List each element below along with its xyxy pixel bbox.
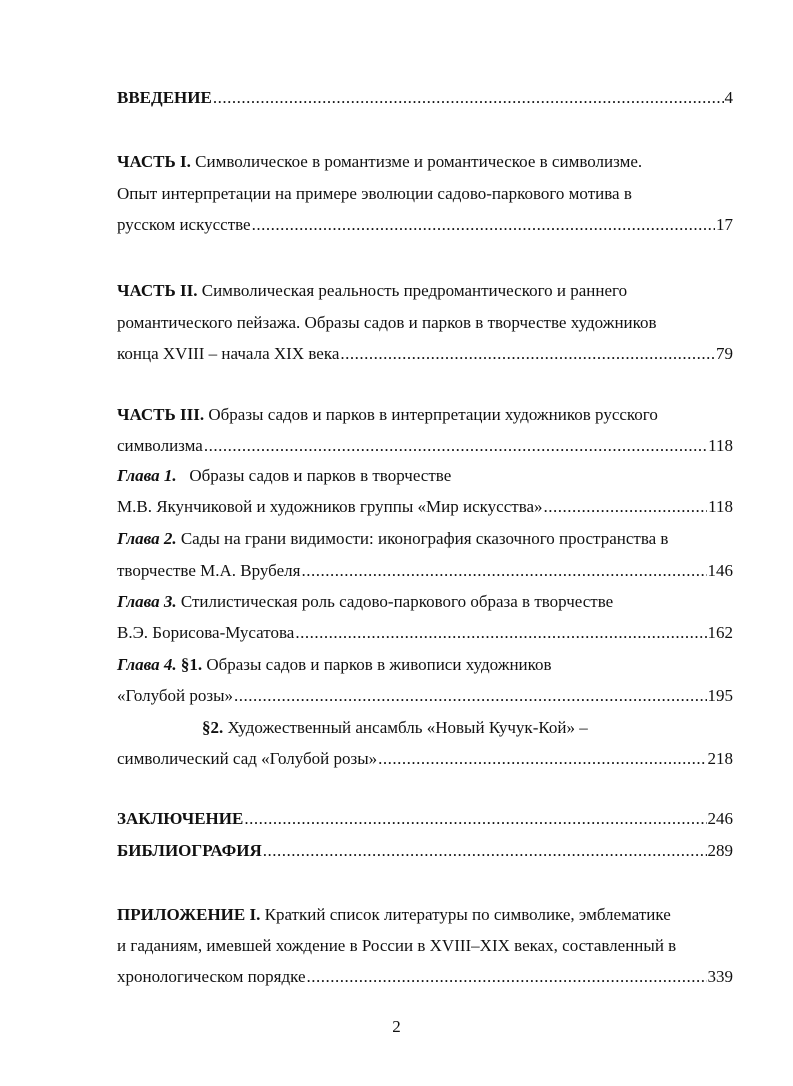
toc-text: Краткий список литературы по символике, эмблематике bbox=[264, 905, 671, 924]
dot-leader bbox=[378, 748, 706, 770]
toc-text: и гаданиям, имевшей хождение в России в XVIII–XIX веках, составленный в bbox=[117, 936, 677, 955]
toc-entry-part2-line1[interactable] bbox=[117, 280, 733, 302]
toc-entry-ch4-sec2-line2[interactable] bbox=[117, 748, 733, 770]
dot-leader bbox=[263, 840, 707, 862]
toc-chapter-label: Глава 3. bbox=[117, 592, 177, 611]
toc-entry-part2-line2 bbox=[117, 312, 733, 334]
toc-page-number: 195 bbox=[707, 686, 733, 705]
toc-text: М.В. Якунчиковой и художников группы «Мир искусства» bbox=[117, 497, 543, 516]
toc-text: Образы садов и парков в живописи художников bbox=[206, 655, 552, 674]
toc-text: Символическая реальность предромантического и раннего bbox=[201, 281, 628, 300]
toc-entry-ch4-sec1-line1[interactable] bbox=[117, 654, 733, 676]
toc-entry-appendix1-line1[interactable] bbox=[117, 904, 733, 926]
toc-part-label: ЧАСТЬ III. bbox=[117, 405, 205, 424]
toc-page-number: 118 bbox=[708, 497, 733, 516]
toc-page-number: 162 bbox=[707, 623, 733, 642]
toc-page-number: 339 bbox=[707, 967, 733, 986]
page-number: 2 bbox=[392, 1017, 401, 1036]
toc-entry-ch3-line2[interactable] bbox=[117, 622, 733, 644]
toc-page-number: 146 bbox=[707, 561, 733, 580]
toc-text: романтического пейзажа. Образы садов и парков в творчестве художников bbox=[117, 313, 657, 332]
toc-part-label: ЧАСТЬ II. bbox=[117, 281, 198, 300]
toc-text: «Голубой розы» bbox=[117, 686, 234, 705]
toc-entry-part3-line2[interactable] bbox=[117, 435, 733, 457]
toc-entry-ch4-sec1-line2[interactable] bbox=[117, 685, 733, 707]
toc-part-label: ПРИЛОЖЕНИЕ I. bbox=[117, 905, 261, 924]
toc-text: В.Э. Борисова-Мусатова bbox=[117, 623, 295, 642]
dot-leader bbox=[204, 435, 707, 457]
dot-leader bbox=[301, 560, 706, 582]
toc-entry-ch1-line1[interactable] bbox=[117, 465, 733, 487]
toc-text: хронологическом порядке bbox=[117, 967, 306, 986]
toc-entry-ch1-line2[interactable] bbox=[117, 496, 733, 518]
toc-entry-appendix1-line3[interactable] bbox=[117, 966, 733, 988]
toc-entry-conclusion[interactable] bbox=[117, 808, 733, 830]
toc-entry-ch3-line1[interactable] bbox=[117, 591, 733, 613]
toc-entry-part3-line1[interactable] bbox=[117, 404, 733, 426]
toc-entry-bibliography[interactable] bbox=[117, 840, 733, 862]
toc-text: конца XVIII – начала XIX века bbox=[117, 344, 340, 363]
toc-title: БИБЛИОГРАФИЯ bbox=[117, 841, 262, 860]
toc-entry-ch4-sec2-line1[interactable] bbox=[202, 717, 733, 739]
toc-page-number: 4 bbox=[724, 88, 733, 107]
toc-entry-part1-line3[interactable] bbox=[117, 214, 733, 236]
dot-leader bbox=[295, 622, 706, 644]
toc-entry-part2-line3[interactable] bbox=[117, 343, 733, 365]
toc-text: символизма bbox=[117, 436, 203, 455]
toc-page-number: 218 bbox=[707, 749, 733, 768]
toc-text: символический сад «Голубой розы» bbox=[117, 749, 378, 768]
toc-part-label: ЧАСТЬ I. bbox=[117, 152, 191, 171]
toc-chapter-label: Глава 1. bbox=[117, 466, 177, 485]
toc-text: Символическое в романтизме и романтическое в символизме. bbox=[195, 152, 643, 171]
toc-page-number: 79 bbox=[716, 344, 733, 363]
toc-text: Образы садов и парков в творчестве bbox=[189, 466, 452, 485]
dot-leader bbox=[544, 496, 708, 518]
toc-title: ВВЕДЕНИЕ bbox=[117, 88, 212, 107]
dot-leader bbox=[252, 214, 715, 236]
toc-text: Сады на грани видимости: иконография сказочного пространства в bbox=[180, 529, 669, 548]
dot-leader bbox=[213, 87, 724, 109]
dot-leader bbox=[244, 808, 706, 830]
dot-leader bbox=[307, 966, 707, 988]
toc-entry-intro[interactable] bbox=[117, 87, 733, 109]
dot-leader bbox=[234, 685, 706, 707]
toc-chapter-label: Глава 2. bbox=[117, 529, 177, 548]
toc-page-number: 118 bbox=[708, 436, 733, 455]
toc-page-number: 246 bbox=[707, 809, 733, 828]
toc-chapter-label: Глава 4. bbox=[117, 655, 177, 674]
toc-entry-ch2-line1[interactable] bbox=[117, 528, 733, 550]
toc-entry-appendix1-line2 bbox=[117, 935, 733, 957]
toc-page-number: 17 bbox=[716, 215, 733, 234]
toc-text: творчестве М.А. Врубеля bbox=[117, 561, 301, 580]
toc-entry-part1-line2 bbox=[117, 183, 733, 205]
toc-text: Художественный ансамбль «Новый Кучук-Кой» – bbox=[227, 718, 588, 737]
dot-leader bbox=[340, 343, 715, 365]
toc-text: русском искусстве bbox=[117, 215, 251, 234]
toc-text: Опыт интерпретации на примере эволюции садово-паркового мотива в bbox=[117, 184, 632, 203]
toc-title: ЗАКЛЮЧЕНИЕ bbox=[117, 809, 244, 828]
toc-text: Стилистическая роль садово-паркового образа в творчестве bbox=[180, 592, 614, 611]
toc-page-number: 289 bbox=[707, 841, 733, 860]
toc-entry-ch2-line2[interactable] bbox=[117, 560, 733, 582]
toc-section-label: §1. bbox=[180, 655, 203, 674]
toc-text: Образы садов и парков в интерпретации художников русского bbox=[208, 405, 658, 424]
toc-entry-part1-line1[interactable] bbox=[117, 151, 733, 173]
toc-section-label: §2. bbox=[202, 718, 224, 737]
